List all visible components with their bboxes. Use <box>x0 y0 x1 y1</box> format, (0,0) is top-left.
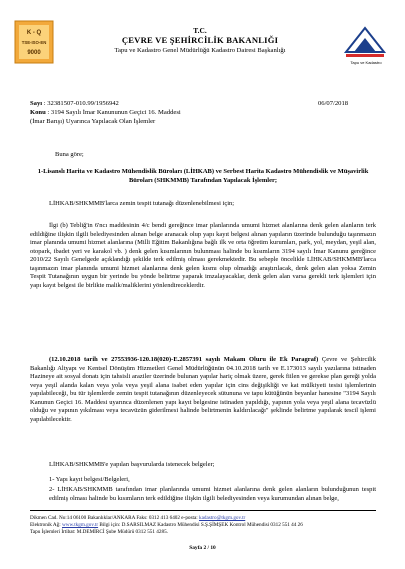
footer-web-link[interactable]: www.tkgm.gov.tr <box>62 522 99 528</box>
konu-value-2: (İmar Barışı) Uyarınca Yapılacak Olan İşlemler <box>30 118 156 125</box>
footer-line-2 <box>30 522 376 529</box>
paragraph-3-text: Çevre ve Şehircilik Bakanlığı Altyapı ve Kentsel Dönüşüm Hizmetleri Genel Müdürlüğünün 04.10.2018 tarih ve E.173013 sayılı yazılarına istinaden Hazineye ait sosyal donatı için tahsisli araziler üzerinde bulunan yapılar hariç olmak üzere, gerek fiilen ve gerekse plan gereği yolda veya yeşil alanda kalan veya yola veya yeşil alana isabet eden yapılar için cins değişikliği ve kat mülkiyeti tesisi işlemlerinin yapılabileceği, bu tür işlemlerde zemin tespit tutanağının düzenleyecek sütununa ve tapu kütüğünün beyanlar hanesine "3194 Sayılı Kanunun Geçici 16. Maddesi uyarınca düzenlenen yapı kayıt belgesine istinaden yapıldığı, yapının yola veya yeşil alana tecavüzlü olduğu ve yapının yıkılması veya tecavüzün giderilmesi halinde belirtmenin kaldırılacağı" şeklinde belirtme yapılarak tescil işlemi yapılabilecektir. <box>30 356 376 423</box>
konu-value: : 3194 Sayılı İmar Kanununun Geçici 16. Maddesi <box>47 109 181 116</box>
paragraph-3-bold: (12.10.2018 tarih ve 27553936-120.18(020)-E.2857391 sayılı Makam Oluru ile Ek Paragraf) <box>49 356 319 363</box>
section-heading: 1-Lisanslı Harita ve Kadastro Mühendislik Büroları (LİHKAB) ve Serbest Harita Kadastro Mühendislik ve Müşavirlik Büroları (SHKMMB) Tarafından Yapılacak İşlemler; <box>37 168 369 184</box>
konu-row <box>30 109 181 117</box>
paragraph-4: LİHKAB/SHKMMB'e yapılan başvurularda istenecek belgeler; <box>49 461 215 468</box>
list-item-2: 2- LİHKAB/SHKMMB tarafından imar planlarında umumi hizmet alanlarına denk gelen alanların bulunduğunun tespit edilmiş olması halinde bu kısımların terk edildiğine ilişkin ilgili belediyesinden veya kurumundan alınan belge, <box>49 486 376 502</box>
page-number: Sayfa 2 / 10 <box>189 545 216 551</box>
logo-left-text-2: TSE-ISO-EN <box>21 40 47 45</box>
sayi-value: : 32381507-010.99/1956942 <box>43 100 119 107</box>
footer-contact: Bilgi için: D.SARSILMAZ Kadastro Mühendisi S.Ş.ŞİMŞEK Kontrol Mühendisi 0312 551 44 26 <box>98 522 303 528</box>
salutation: Buna göre; <box>55 151 84 158</box>
logo-right-caption: Tapu ve Kadastro <box>350 60 382 65</box>
header-ministry: ÇEVRE VE ŞEHİRCİLİK BAKANLIĞI <box>121 35 279 45</box>
paragraph-2: İlgi (b) Tebliğ'in 6'ncı maddesinin 4/c bendi gereğince imar planlarında umumi hizmet alanlarına denk gelen alanların terk edildiğine ilişkin ilgili belediyesinden alınan belge aranacak olup yapı kayıt belgesi alınan yapıların üzerinde bulunduğu taşınmazın imar planında umumi hizmet alanlarına (Milli Eğitim Bakanlığına bağlı ilk ve orta öğretim kurumları, park, yol, meydan, yeşil alan, otopark, ibadet yeri ve karakol vb. ) denk gelen kısımlarının bulunması halinde bu kısımların 3194 sayılı İmar Kanunu gereğince 2010/22 Sayılı Genelgede açıklandığı şekilde terk edilmiş olması gerekmektedir. Bu sebeple öncelikle LİHKAB/SHKMMB'larca taşınmazın imar planında umumi hizmet alanlarına denk gelen kısmı olup olmadığı araştırılacak, denk gelen alan yoksa Zemin Tespit Tutanağının uygun bir yerinde bu yönde belirtme yaparak imzalayacaklar, denk gelen alan varsa gerekli terk işlemleri için yapı kayıt belgesi ile birlikte malik/maliklerini yönlendireceklerdir. <box>30 222 376 289</box>
document-date: 06/07/2018 <box>318 100 349 107</box>
list-item-1: 1- Yapı kayıt belgesi/Belgeleri, <box>49 476 130 483</box>
tkgm-logo <box>340 24 390 62</box>
logo-left-text-3: 9000 <box>27 50 41 56</box>
footer-line-3: Tapu İşlemleri İrtibat: M.DEMİRCİ Şube Müdürü 0312 551 4285. <box>30 529 168 535</box>
footer-web-label: Elektronik Ağ: <box>30 522 61 528</box>
sayi-row <box>30 100 119 108</box>
konu-label: Konu <box>30 109 46 116</box>
footer-address: Dikmen Cad. No:14 06100 Bakanlıklar/ANKARA Faks: 0312 413 6402 e-posta: <box>30 515 198 521</box>
paragraph-3 <box>30 356 376 424</box>
logo-left-text-1: K - Q <box>26 30 42 36</box>
footer-email-link[interactable]: kadastro@tkgm.gov.tr <box>199 515 246 521</box>
paragraph-1: LİHKAB/SHKMMB'larca zemin tespit tutanağı düzenlenebilmesi için; <box>49 200 235 207</box>
header-department: Tapu ve Kadastro Genel Müdürlüğü Kadastro Dairesi Başkanlığı <box>114 47 286 54</box>
tse-quality-logo <box>14 20 54 64</box>
sayi-label: Sayı <box>30 100 43 107</box>
footer-line-1 <box>30 515 376 522</box>
footer-divider <box>30 510 376 511</box>
header-tc: T.C. <box>193 26 207 35</box>
